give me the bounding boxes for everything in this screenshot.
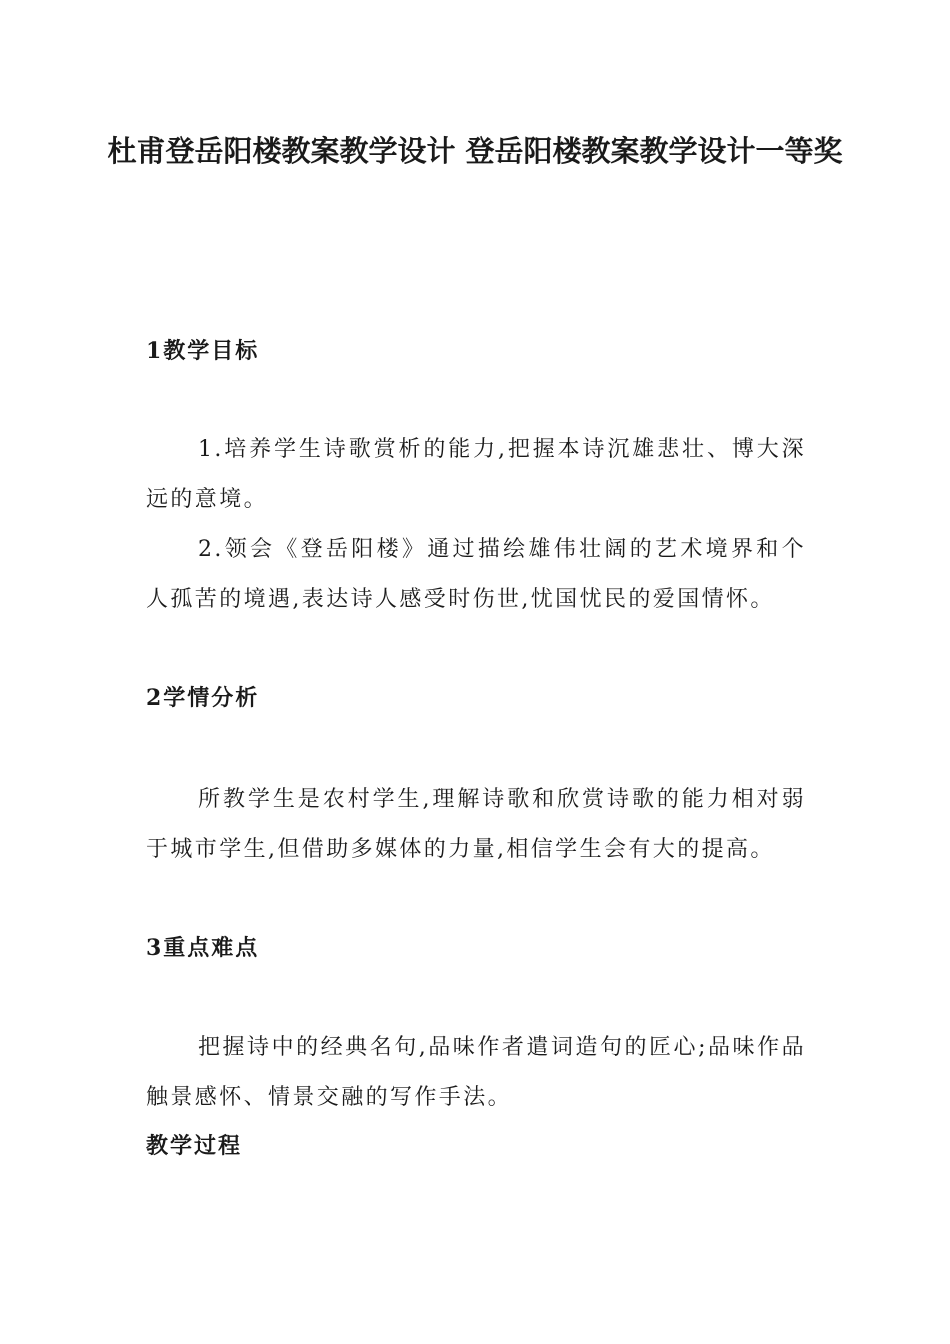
section-heading-teaching-process: 教学过程 xyxy=(146,1133,243,1159)
paragraph-goal-2: 2.领会《登岳阳楼》通过描绘雄伟壮阔的艺术境界和个人孤苦的境遇,表达诗人感受时伤世,忧国忧民的爱国情怀。 xyxy=(146,537,806,612)
section-heading-teaching-goals: 1教学目标 xyxy=(146,338,260,364)
paragraph-goal-1: 1.培养学生诗歌赏析的能力,把握本诗沉雄悲壮、博大深远的意境。 xyxy=(146,437,806,512)
section-heading-student-analysis: 2学情分析 xyxy=(146,685,260,711)
paragraph-student-analysis: 所教学生是农村学生,理解诗歌和欣赏诗歌的能力相对弱于城市学生,但借助多媒体的力量,相信学生会有大的提高。 xyxy=(146,787,806,862)
section-heading-key-points: 3重点难点 xyxy=(146,935,260,961)
paragraph-key-points: 把握诗中的经典名句,品味作者遣词造句的匠心;品味作品触景感怀、情景交融的写作手法。 xyxy=(146,1035,806,1110)
document-title: 杜甫登岳阳楼教案教学设计 登岳阳楼教案教学设计一等奖 xyxy=(107,134,843,168)
